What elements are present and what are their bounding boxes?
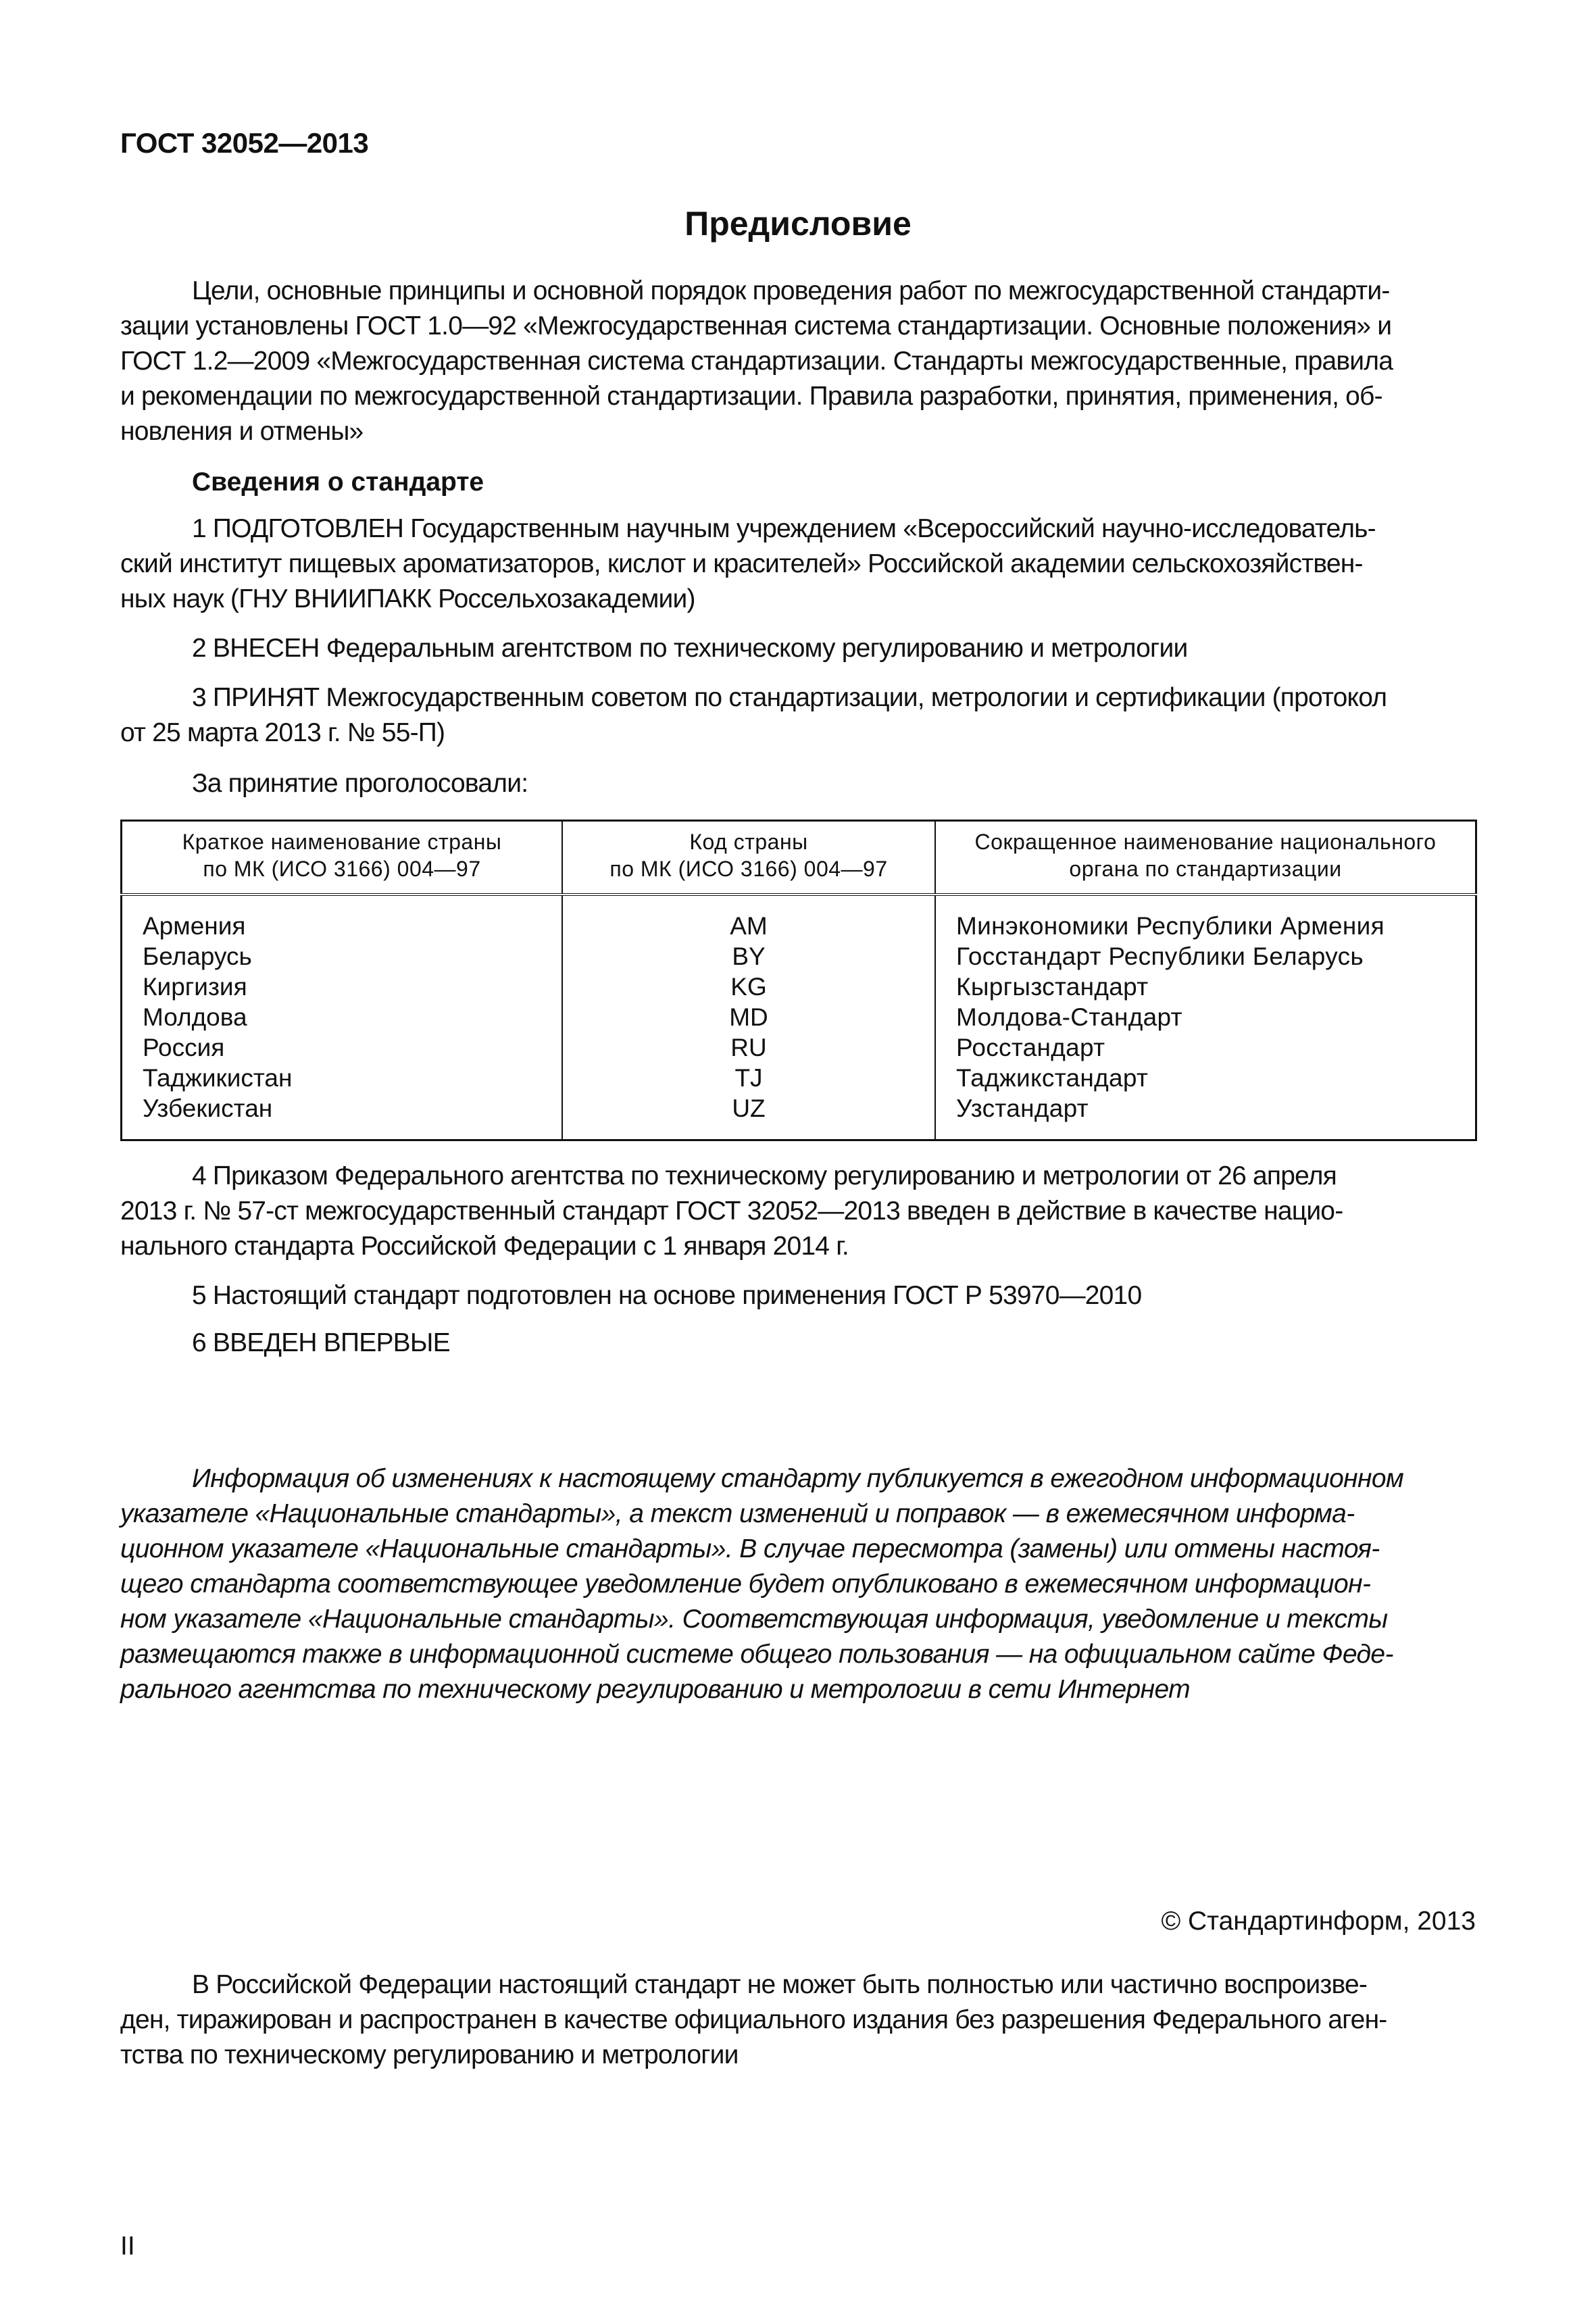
text-line: ных наук (ГНУ ВНИИПАКК Россельхозакадемии) — [120, 584, 695, 613]
text-line: рального агентства по техническому регулированию и метрологии в сети Интернет — [120, 1675, 1191, 1704]
changes-notice — [120, 1461, 1476, 1707]
text-line: 1 ПОДГОТОВЛЕН Государственным научным учреждением «Всероссийский научно-исследователь- — [192, 514, 1376, 543]
item-1-paragraph — [120, 511, 1476, 617]
body-column — [935, 895, 1476, 1140]
country-code: AM — [730, 912, 768, 940]
column-header-code: Код страны по МК (ИСО 3166) 004—97 — [562, 821, 935, 895]
country-code: MD — [729, 1003, 768, 1031]
country-column — [122, 895, 563, 1140]
standards-body: Узстандарт — [956, 1095, 1089, 1122]
country-name: Россия — [143, 1034, 225, 1061]
text-line: Информация об изменениях к настоящему стандарту публикуется в ежегодном информационном — [192, 1464, 1404, 1493]
item-2-paragraph: 2 ВНЕСЕН Федеральным агентством по техническому регулированию и метрологии — [192, 634, 1188, 663]
country-code: TJ — [734, 1064, 763, 1092]
text-line: В Российской Федерации настоящий стандарт не может быть полностью или частично воспроизве- — [192, 1970, 1368, 1999]
document-id: ГОСТ 32052—2013 — [120, 127, 369, 159]
text-line: Цели, основные принципы и основной порядок проведения работ по межгосударственной стандарти- — [192, 276, 1390, 305]
country-code: BY — [732, 942, 766, 970]
text-line: 4 Приказом Федерального агентства по техническому регулированию и метрологии от 26 апреля — [192, 1161, 1337, 1190]
standards-body: Молдова-Стандарт — [956, 1003, 1182, 1031]
country-name: Киргизия — [143, 973, 247, 1001]
column-header-body: Сокращенное наименование национального органа по стандартизации — [935, 821, 1476, 895]
standards-body: Таджикстандарт — [956, 1064, 1149, 1092]
country-code: KG — [730, 973, 767, 1001]
rights-paragraph — [120, 1967, 1476, 2073]
item-3-paragraph — [120, 680, 1476, 751]
table-body — [122, 895, 1476, 1140]
standards-body: Кыргызстандарт — [956, 973, 1149, 1001]
country-name: Таджикистан — [143, 1064, 293, 1092]
standards-body: Минэкономики Республики Армения — [956, 912, 1385, 940]
text-line: и рекомендации по межгосударственной стандартизации. Правила разработки, принятия, применения, об- — [120, 382, 1382, 411]
text-line: размещаются также в информационной системе общего пользования — на официальном сайте Феде- — [120, 1640, 1393, 1669]
standards-body: Росстандарт — [956, 1034, 1105, 1061]
item-4-paragraph — [120, 1159, 1476, 1264]
text-line: 2013 г. № 57-ст межгосударственный стандарт ГОСТ 32052—2013 введен в действие в качестве нацио- — [120, 1197, 1343, 1226]
text-line: от 25 марта 2013 г. № 55-П) — [120, 718, 445, 747]
code-column — [562, 895, 935, 1140]
country-code: RU — [730, 1034, 767, 1061]
countries-table — [120, 820, 1477, 1141]
text-line: указателе «Национальные стандарты», а текст изменений и поправок — в ежемесячном информа- — [120, 1499, 1355, 1528]
text-line: щего стандарта соответствующее уведомление будет опубликовано в ежемесячном информацион- — [120, 1569, 1371, 1599]
column-header-country: Краткое наименование страны по МК (ИСО 3166) 004—97 — [122, 821, 563, 895]
info-heading: Сведения о стандарте — [192, 468, 484, 497]
country-name: Беларусь — [143, 942, 252, 970]
country-code: UZ — [732, 1095, 766, 1122]
text-line: ден, тиражирован и распространен в качестве официального издания без разрешения Федерального аген- — [120, 2005, 1387, 2034]
text-line: нального стандарта Российской Федерации с 1 января 2014 г. — [120, 1232, 849, 1261]
item-6-paragraph: 6 ВВЕДЕН ВПЕРВЫЕ — [192, 1328, 450, 1357]
standards-body: Госстандарт Республики Беларусь — [956, 942, 1364, 970]
table-header-row — [122, 821, 1476, 895]
text-line: новления и отмены» — [120, 417, 364, 446]
copyright-notice: © Стандартинформ, 2013 — [1161, 1907, 1476, 1936]
page-number: II — [120, 2232, 135, 2261]
country-name: Армения — [143, 912, 246, 940]
intro-paragraph — [120, 274, 1476, 449]
page-title: Предисловие — [684, 205, 912, 243]
country-name: Молдова — [143, 1003, 247, 1031]
text-line: 3 ПРИНЯТ Межгосударственным советом по стандартизации, метрологии и сертификации (протокол — [192, 683, 1387, 712]
country-name: Узбекистан — [143, 1095, 273, 1122]
text-line: зации установлены ГОСТ 1.0—92 «Межгосударственная система стандартизации. Основные положения» и — [120, 311, 1392, 341]
text-line: ционном указателе «Национальные стандарты». В случае пересмотра (замены) или отмены настоя- — [120, 1534, 1380, 1563]
text-line: ский институт пищевых ароматизаторов, кислот и красителей» Российской академии сельскохозяйствен- — [120, 549, 1363, 578]
voted-caption: За принятие проголосовали: — [192, 769, 528, 798]
text-line: тства по техническому регулированию и метрологии — [120, 2040, 739, 2069]
text-line: ГОСТ 1.2—2009 «Межгосударственная система стандартизации. Стандарты межгосударственные, правила — [120, 347, 1393, 376]
text-line: ном указателе «Национальные стандарты». Соответствующая информация, уведомление и тексты — [120, 1605, 1388, 1634]
item-5-paragraph: 5 Настоящий стандарт подготовлен на основе применения ГОСТ Р 53970—2010 — [192, 1281, 1142, 1310]
